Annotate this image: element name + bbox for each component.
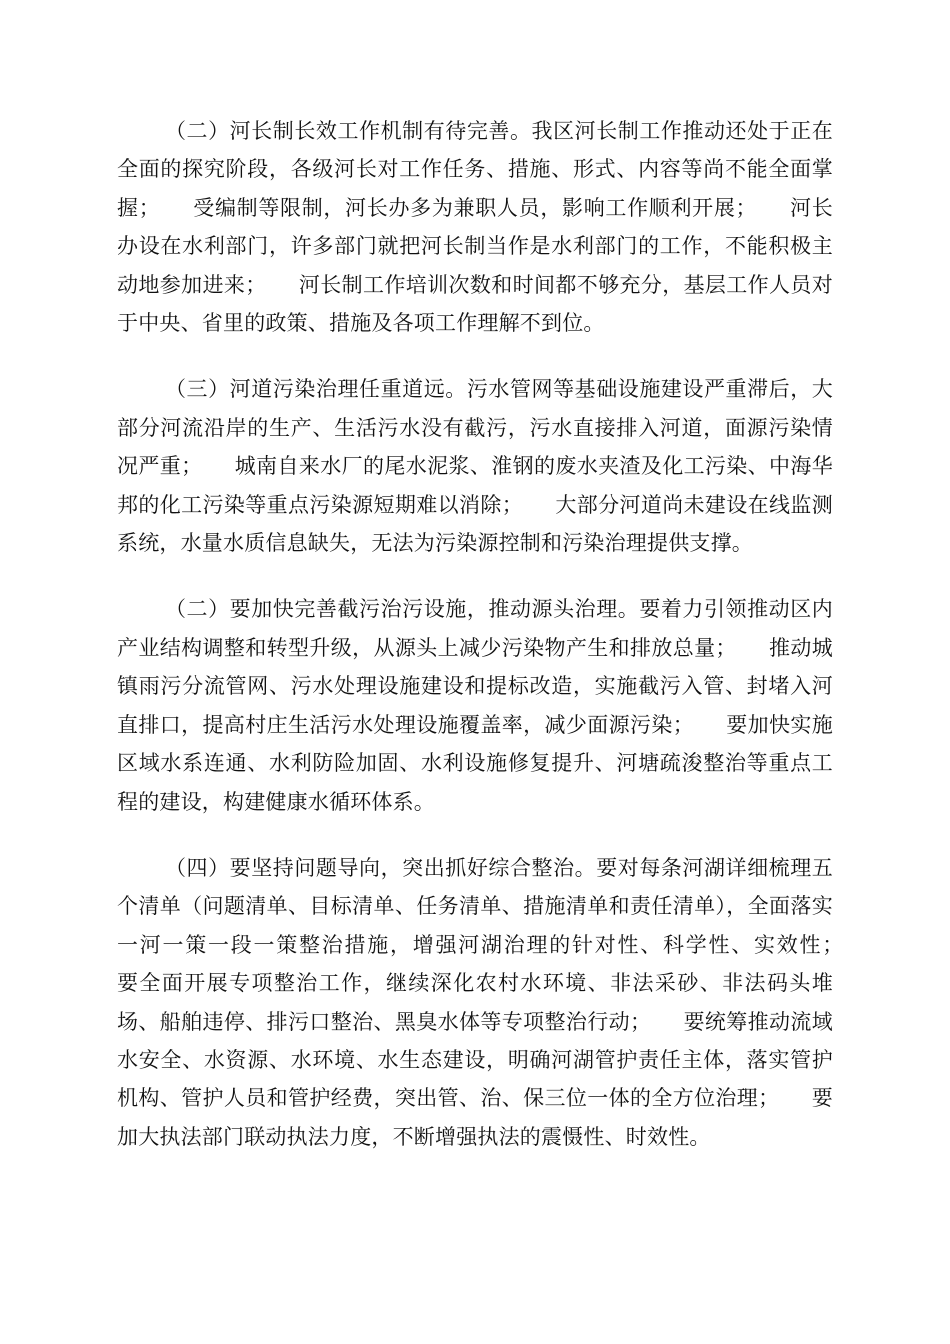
- paragraph-sewage-facilities: （二）要加快完善截污治污设施，推动源头治理。要着力引领推动区内产业结构调整和转型升级，从源头上减少污染物产生和排放总量； 推动城镇雨污分流管网、污水处理设施建设和提标改造，实施截污入管、封堵入河直排口，提高村庄生活污水处理设施覆盖率，减少面源污染； 要加快实施区域水系连通、水利防险加固、水利设施修复提升、河塘疏浚整治等重点工程的建设，构建健康水循环体系。: [117, 597, 833, 814]
- document-body: [117, 112, 876, 1184]
- paragraph-pollution-control: （三）河道污染治理任重道远。污水管网等基础设施建设严重滞后，大部分河流沿岸的生产、生活污水没有截污，污水直接排入河道，面源污染情况严重； 城南自来水厂的尾水泥浆、淮钢的废水夹渣及化工污染、中海华邦的化工污染等重点污染源短期难以消除； 大部分河道尚未建设在线监测系统，水量水质信息缺失，无法为污染源控制和污染治理提供支撑。: [117, 377, 833, 556]
- paragraph-river-chief-mechanism: （二）河长制长效工作机制有待完善。我区河长制工作推动还处于正在全面的探究阶段，各级河长对工作任务、措施、形式、内容等尚不能全面掌握； 受编制等限制，河长办多为兼职人员，影响工作顺利开展； 河长办设在水利部门，许多部门就把河长制当作是水利部门的工作，不能积极主动地参加进来； 河长制工作培训次数和时间都不够充分，基层工作人员对于中央、省里的政策、措施及各项工作理解不到位。: [117, 119, 833, 336]
- paragraph-comprehensive-rectification: （四）要坚持问题导向，突出抓好综合整治。要对每条河湖详细梳理五个清单（问题清单、目标清单、任务清单、措施清单和责任清单），全面落实一河一策一段一策整治措施，增强河湖治理的针对性、科学性、实效性； 要全面开展专项整治工作，继续深化农村水环境、非法采砂、非法码头堆场、船舶违停、排污口整治、黑臭水体等专项整治行动； 要统筹推动流域水安全、水资源、水环境、水生态建设，明确河湖管护责任主体，落实管护机构、管护人员和管护经费，突出管、治、保三位一体的全方位治理； 要加大执法部门联动执法力度，不断增强执法的震慑性、时效性。: [117, 855, 876, 1149]
